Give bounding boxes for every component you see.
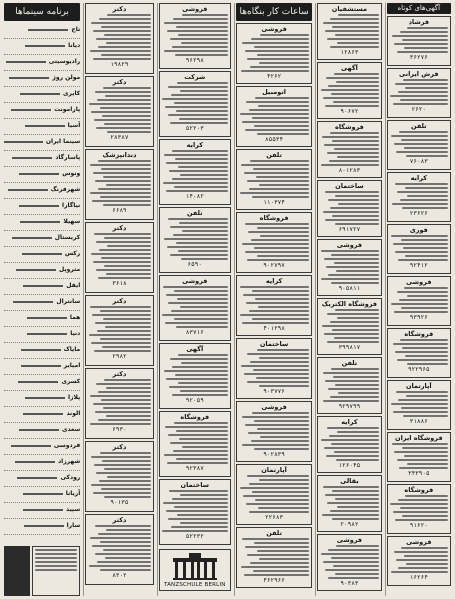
cinema-listing-row xyxy=(4,391,80,407)
ad-phone: ۹۰۳۷۷۶ xyxy=(263,388,285,395)
ad-phone: ۴۶۲۹۶۶ xyxy=(263,577,285,584)
cinema-listing-text xyxy=(20,221,60,223)
ad-body-text xyxy=(88,159,150,207)
classified-ad xyxy=(387,432,451,482)
ad-title: اتومبیل xyxy=(262,88,287,96)
ad-title: فروشگاه xyxy=(180,413,210,421)
classified-ad xyxy=(159,139,231,205)
cinema-listing-text xyxy=(19,429,59,431)
cinema-listing-row xyxy=(4,247,80,263)
ad-phone: ۲۶۲۰ xyxy=(411,106,427,113)
ad-body-text xyxy=(390,390,448,418)
ad-phone: ۶۹۱۷۲۷ xyxy=(338,226,361,233)
ad-phone: ۲۲۶۸۳ xyxy=(265,514,284,521)
cinema-listing-row xyxy=(4,135,80,151)
ad-phone: ۴۲۶۲ xyxy=(266,73,282,80)
ad-title: فروشی xyxy=(261,25,287,33)
classified-ad xyxy=(236,86,312,147)
cinema-listing-row xyxy=(4,503,80,519)
cinema-listing-row xyxy=(4,183,80,199)
classified-ad xyxy=(159,207,231,273)
ad-title: فرشاد xyxy=(408,18,430,26)
cinema-name: سینما ایران xyxy=(45,138,81,145)
classified-ad xyxy=(85,514,153,585)
ad-phone: ۹۰۲۷۹۷ xyxy=(263,262,285,269)
cinema-name: شهرزاد xyxy=(58,458,81,465)
cinema-listing-text xyxy=(21,365,61,367)
classified-ad xyxy=(236,149,312,210)
ad-body-text xyxy=(390,494,448,522)
cinema-listing-row xyxy=(4,39,80,55)
ad-phone: ۹۲۳۸۷ xyxy=(185,465,204,472)
cinema-name: پلازا xyxy=(67,394,81,401)
classified-ad xyxy=(85,149,153,220)
cinema-name: پاسارگاد xyxy=(55,154,81,161)
ad-body-text xyxy=(239,159,309,199)
cinema-listing-text xyxy=(4,141,43,143)
cinema-listing-row xyxy=(4,423,80,439)
classified-ad xyxy=(236,275,312,336)
ad-body-text xyxy=(239,96,309,136)
cinema-listing-text xyxy=(11,445,51,447)
cinema-name: ایفل xyxy=(66,282,81,289)
cinema-listing-row xyxy=(4,279,80,295)
ad-phone: ۲۳۶۲۶ xyxy=(409,210,428,217)
classified-ad xyxy=(236,527,312,588)
ad-body-text xyxy=(390,338,448,366)
cinema-listing-text xyxy=(13,301,53,303)
ad-body-text xyxy=(162,81,228,125)
ad-title: کرایه xyxy=(186,141,203,149)
ad-phone: ۶۵۹۰ xyxy=(187,261,202,268)
ad-phone: ۸۳۷۱۶ xyxy=(185,329,204,336)
ad-phone: ۲۸۳۸۷ xyxy=(110,134,129,141)
classified-ad xyxy=(387,16,451,66)
ad-title: فروشی xyxy=(182,277,208,285)
ad-body-text xyxy=(162,149,228,193)
ad-body-text xyxy=(162,13,228,57)
cinema-name: دیانا xyxy=(68,42,81,49)
ad-phone: ۱۱۰۳۷۴ xyxy=(263,199,285,206)
ad-title: دکتر xyxy=(112,5,127,13)
cinema-listing-row xyxy=(4,87,80,103)
column-5 xyxy=(83,3,154,596)
ad-phone: ۹۲۴۱۲ xyxy=(409,262,428,269)
cinema-listing-text xyxy=(11,109,51,111)
ad-title: آگهی xyxy=(340,64,358,72)
ad-phone: ۹۲۰۵۹ xyxy=(185,397,204,404)
cinema-name: تاج xyxy=(71,26,81,33)
cinema-name: آریانا xyxy=(65,490,81,497)
ad-title: ساختمان xyxy=(259,340,289,348)
ad-body-text xyxy=(320,131,378,167)
ad-body-text xyxy=(390,130,448,158)
cinema-listing-row xyxy=(4,295,80,311)
cinema-listing-row xyxy=(4,471,80,487)
cinema-listing-text xyxy=(16,269,56,271)
cinema-name: رودکی xyxy=(60,474,81,481)
ad-body-text xyxy=(88,451,150,499)
cinema-listing-row xyxy=(4,263,80,279)
ad-phone: ۹۰۶۷۲ xyxy=(340,108,359,115)
classified-ad xyxy=(159,479,231,545)
ad-title: ساختمان xyxy=(335,182,364,190)
ad-body-text xyxy=(390,546,448,574)
cinema-listing-row xyxy=(4,55,80,71)
cinema-listing-text xyxy=(27,333,67,335)
cinema-listing-text xyxy=(18,381,58,383)
cinema-listing-row xyxy=(4,215,80,231)
ad-body-text xyxy=(162,285,228,329)
ad-title: دکتر xyxy=(112,297,127,305)
tanzschule-logo-ad xyxy=(159,549,231,591)
ad-body-text xyxy=(88,86,150,134)
ad-phone: ۱۶۲۶۴ xyxy=(409,574,428,581)
ad-body-text xyxy=(320,426,378,462)
cinema-listing-row xyxy=(4,231,80,247)
ad-title: دکتر xyxy=(112,78,127,86)
cinema-listing-text xyxy=(25,125,65,127)
ad-title: مستشفیان xyxy=(331,5,368,13)
cinema-listing-row xyxy=(4,199,80,215)
column-2 xyxy=(315,3,382,596)
cinema-name: سانترال xyxy=(56,298,81,305)
ad-title: فوری xyxy=(409,226,428,234)
ad-phone: ۳۶۱۸ xyxy=(112,280,127,287)
ad-title: آپارتمان xyxy=(405,382,432,390)
cinema-listing-row xyxy=(4,167,80,183)
ad-body-text xyxy=(239,285,309,325)
ad-body-text xyxy=(88,524,150,572)
cinema-listing-text xyxy=(19,205,59,207)
cinema-listing-text xyxy=(19,173,59,175)
cinema-name: کسری xyxy=(61,378,81,385)
ad-body-text xyxy=(88,232,150,280)
classified-ad xyxy=(387,380,451,430)
ad-title: دکتر xyxy=(112,516,127,524)
classified-ad xyxy=(236,212,312,273)
cinema-listing-row xyxy=(4,103,80,119)
classified-ad xyxy=(85,222,153,293)
classified-ad xyxy=(317,239,381,296)
bottom-text-ad xyxy=(32,546,80,596)
cinema-listing-text xyxy=(28,29,68,31)
column-grid xyxy=(3,3,452,596)
ad-body-text xyxy=(239,348,309,388)
cinema-listing-text xyxy=(20,93,60,95)
ad-title: بقالی xyxy=(340,477,359,485)
ad-phone: ۸۳۰۲ xyxy=(112,572,127,579)
classified-ad xyxy=(85,76,153,147)
ad-title: فروشگاه xyxy=(404,486,434,494)
ad-title: کرایه xyxy=(265,277,283,285)
cinema-listing-row xyxy=(4,407,80,423)
ad-title: آپارتمان xyxy=(261,466,287,474)
cinema-name: کریستال xyxy=(54,234,81,241)
classified-ad xyxy=(317,357,381,414)
column-3-header: ساعات کار بنگاه‌ها xyxy=(236,3,312,21)
classified-ad xyxy=(236,464,312,525)
classified-ad xyxy=(317,3,381,60)
ad-phone: ۷۶۰۸۳ xyxy=(409,158,428,165)
cinema-listing-row xyxy=(4,487,80,503)
cinema-name: دنیا xyxy=(70,330,81,337)
cinema-name: الوند xyxy=(66,410,81,417)
ad-phone: ۹۲۹۷۹۹ xyxy=(338,403,361,410)
ad-phone: ۱۹۸۲۹ xyxy=(110,61,129,68)
column-1 xyxy=(385,3,452,596)
cinema-name: سپید xyxy=(66,506,81,513)
ad-title: تلفن xyxy=(410,122,427,130)
cinema-listing-row xyxy=(4,327,80,343)
ad-body-text xyxy=(239,222,309,262)
cinema-name: متروپل xyxy=(59,266,81,273)
column-4 xyxy=(157,3,232,596)
cinema-name: رادیوسیتی xyxy=(48,58,81,65)
cinema-listing-text xyxy=(12,157,52,159)
ad-title: دندانپزشک xyxy=(102,151,137,159)
ad-title: تلفن xyxy=(186,209,203,217)
cinema-name: مایاک xyxy=(63,346,81,353)
ad-phone: ۹۰۱۳۵ xyxy=(110,499,129,506)
cinema-listing-text xyxy=(9,77,49,79)
cinema-listing-text xyxy=(25,397,65,399)
ad-title: دکتر xyxy=(112,370,127,378)
ad-phone: ۳۱۸۸۶ xyxy=(409,418,428,425)
cinema-name: سهیلا xyxy=(63,218,81,225)
ad-title: فرش ایرانی xyxy=(399,70,439,78)
ad-title: فروشگاه xyxy=(259,214,289,222)
classified-ad xyxy=(236,401,312,462)
ad-phone: ۹۶۲۹۸ xyxy=(185,57,204,64)
column-3 xyxy=(234,3,313,596)
ad-title: آگهی xyxy=(186,345,204,353)
classified-ad xyxy=(387,224,451,274)
cinema-listing-text xyxy=(27,317,67,319)
cinema-program-header: برنامه سینماها xyxy=(4,3,80,21)
ad-body-text xyxy=(239,33,309,73)
ad-phone: ۳۴۳۹۰۵ xyxy=(407,470,430,477)
cinema-listing-row xyxy=(4,455,80,471)
cinema-listing-row xyxy=(4,119,80,135)
column-1-header: آگهی‌های کوتاه xyxy=(387,3,451,14)
ad-phone: ۴۰۱۲۹۸ xyxy=(263,325,285,332)
ad-phone: ۸۵۵۳۴ xyxy=(265,136,284,143)
bottom-ad-block xyxy=(4,546,80,596)
classified-ad xyxy=(387,536,451,586)
ad-phone: ۹۰۵۸۱۱ xyxy=(338,285,361,292)
ad-body-text xyxy=(239,474,309,514)
ad-title: فروشی xyxy=(336,241,363,249)
classified-ad xyxy=(387,484,451,534)
ad-body-text xyxy=(390,234,448,262)
ad-title: تلفن xyxy=(341,359,358,367)
cinema-name: امپایر xyxy=(63,362,81,369)
cinema-name: هما xyxy=(69,314,81,321)
cinema-listing-row xyxy=(4,359,80,375)
dark-ad-box xyxy=(4,546,30,596)
classified-ad xyxy=(317,416,381,473)
cinema-listing-row xyxy=(4,375,80,391)
ad-title: دکتر xyxy=(112,443,127,451)
cinema-name: پارامونت xyxy=(54,106,81,113)
ad-title: دکتر xyxy=(112,224,127,232)
ad-title: فروشگاه الکتریک xyxy=(321,300,378,308)
ad-body-text xyxy=(239,411,309,451)
ad-body-text xyxy=(390,78,448,106)
logo-caption: TANZSCHULE BERLIN xyxy=(163,582,226,588)
ad-title: فروشگاه xyxy=(404,330,434,338)
classified-ad xyxy=(317,62,381,119)
ad-body-text xyxy=(162,353,228,397)
ad-body-text xyxy=(390,26,448,54)
ad-phone: ۲۹۸۲ xyxy=(112,353,127,360)
cinema-listing-text xyxy=(6,61,46,63)
ad-body-text xyxy=(320,13,378,49)
ad-phone: ۱۴۰۸۲ xyxy=(185,193,204,200)
classified-ad xyxy=(85,3,153,74)
ad-phone: ۵۲۲۰۳ xyxy=(185,125,204,132)
cinema-listing-row xyxy=(4,343,80,359)
ad-phone: ۶۹۳۰ xyxy=(112,426,127,433)
ad-body-text xyxy=(162,489,228,533)
column-6 xyxy=(3,3,81,596)
ad-body-text xyxy=(88,13,150,61)
ad-title: فروشی xyxy=(406,538,432,546)
ad-title: فروشی xyxy=(182,5,208,13)
ad-title: تلفن xyxy=(266,529,282,537)
cinema-name: ونوس xyxy=(62,170,81,177)
ad-title: ساختمان xyxy=(180,481,210,489)
cinema-listing-text xyxy=(21,349,61,351)
cinema-listing-text xyxy=(23,413,63,415)
classified-ad xyxy=(85,295,153,366)
cinema-listing-text xyxy=(23,285,63,287)
cinema-name: سارا xyxy=(66,522,81,529)
ad-body-text xyxy=(162,421,228,465)
ad-phone: ۹۰۳۸۳ xyxy=(340,580,359,587)
classified-ad xyxy=(159,411,231,477)
classified-ad xyxy=(159,71,231,137)
ad-phone: ۹۰۲۸۳۹ xyxy=(263,451,285,458)
ad-body-text xyxy=(88,305,150,353)
classified-ad xyxy=(387,172,451,222)
ad-body-text xyxy=(390,442,448,470)
ad-phone: ۱۲۸۶۳ xyxy=(340,49,359,56)
classified-ad xyxy=(85,368,153,439)
classified-ad xyxy=(159,3,231,69)
cinema-listing-row xyxy=(4,311,80,327)
cinema-listing-text xyxy=(22,253,62,255)
ad-body-text xyxy=(320,72,378,108)
ad-body-text xyxy=(320,308,378,344)
ad-body-text xyxy=(390,182,448,210)
ad-title: فروشگاه ایران xyxy=(395,434,443,442)
ad-title: تلفن xyxy=(266,151,282,159)
cinema-listing-text xyxy=(24,525,64,527)
cinema-listing-text xyxy=(23,493,63,495)
cinema-listing-row xyxy=(4,519,80,535)
cinema-name: مولن روژ xyxy=(52,74,81,81)
classified-ad xyxy=(236,338,312,399)
classified-ad xyxy=(387,120,451,170)
ad-title: فروشی xyxy=(336,536,363,544)
ad-body-text xyxy=(320,190,378,226)
ad-phone: ۹۱۶۲۰ xyxy=(409,522,428,529)
cinema-listing-text xyxy=(25,45,65,47)
classified-ad xyxy=(317,475,381,532)
cinema-listing-text xyxy=(12,237,52,239)
ad-phone: ۵۲۲۳۲ xyxy=(185,533,204,540)
ad-title: شرکت xyxy=(184,73,206,81)
cinema-listing-row xyxy=(4,439,80,455)
classified-ad xyxy=(159,275,231,341)
classified-ad xyxy=(85,441,153,512)
classified-ad xyxy=(236,23,312,84)
ad-body-text xyxy=(320,544,378,580)
ad-phone: ۳۶۲۷۶ xyxy=(409,54,428,61)
ad-title: فروشی xyxy=(406,278,432,286)
cinema-listing-text xyxy=(23,509,63,511)
cinema-name: سعدی xyxy=(62,426,81,433)
classified-ad xyxy=(317,298,381,355)
ad-body-text xyxy=(390,286,448,314)
cinema-listing-text xyxy=(15,461,55,463)
ad-body-text xyxy=(320,485,378,521)
cinema-name: فردوسی xyxy=(53,442,81,449)
ad-phone: ۶۶۸۹ xyxy=(112,207,127,214)
ad-phone: ۳۹۹۸۱۷ xyxy=(338,344,361,351)
classified-ad xyxy=(317,534,381,591)
classified-ad xyxy=(159,343,231,409)
ad-body-text xyxy=(320,249,378,285)
cinema-name: نیاگارا xyxy=(62,202,81,209)
ad-phone: ۹۳۹۲۶ xyxy=(409,314,428,321)
ad-phone: ۲۰۹۸۲ xyxy=(340,521,359,528)
classified-ad xyxy=(387,68,451,118)
cinema-name: رکس xyxy=(64,250,81,257)
ad-title: فروشی xyxy=(261,403,287,411)
classified-ad xyxy=(387,328,451,378)
ad-title: کرایه xyxy=(341,418,358,426)
ad-phone: ۱۲۶۰۴۵ xyxy=(338,462,361,469)
cinema-listing-row xyxy=(4,151,80,167)
ad-body-text xyxy=(239,537,309,577)
cinema-name: آسیا xyxy=(67,122,81,129)
ad-title: فروشگاه xyxy=(335,123,364,131)
ad-body-text xyxy=(320,367,378,403)
cinema-listing-row xyxy=(4,23,80,39)
cinema-listing-text xyxy=(8,189,48,191)
cinema-name: شهرفرنگ xyxy=(50,186,81,193)
ad-body-text xyxy=(88,378,150,426)
classified-ad xyxy=(317,121,381,178)
cinema-listing-row xyxy=(4,71,80,87)
classified-ad xyxy=(317,180,381,237)
ad-phone: ۸۰۱۲۸۳ xyxy=(338,167,361,174)
cinema-listing-text xyxy=(17,477,57,479)
ad-body-text xyxy=(162,217,228,261)
classified-ad xyxy=(387,276,451,326)
cinema-name: کاپری xyxy=(63,90,81,97)
ad-phone: ۹۲۲۹۶۵ xyxy=(407,366,430,373)
brandenburg-gate-icon xyxy=(171,552,219,582)
ad-title: کرایه xyxy=(410,174,428,182)
